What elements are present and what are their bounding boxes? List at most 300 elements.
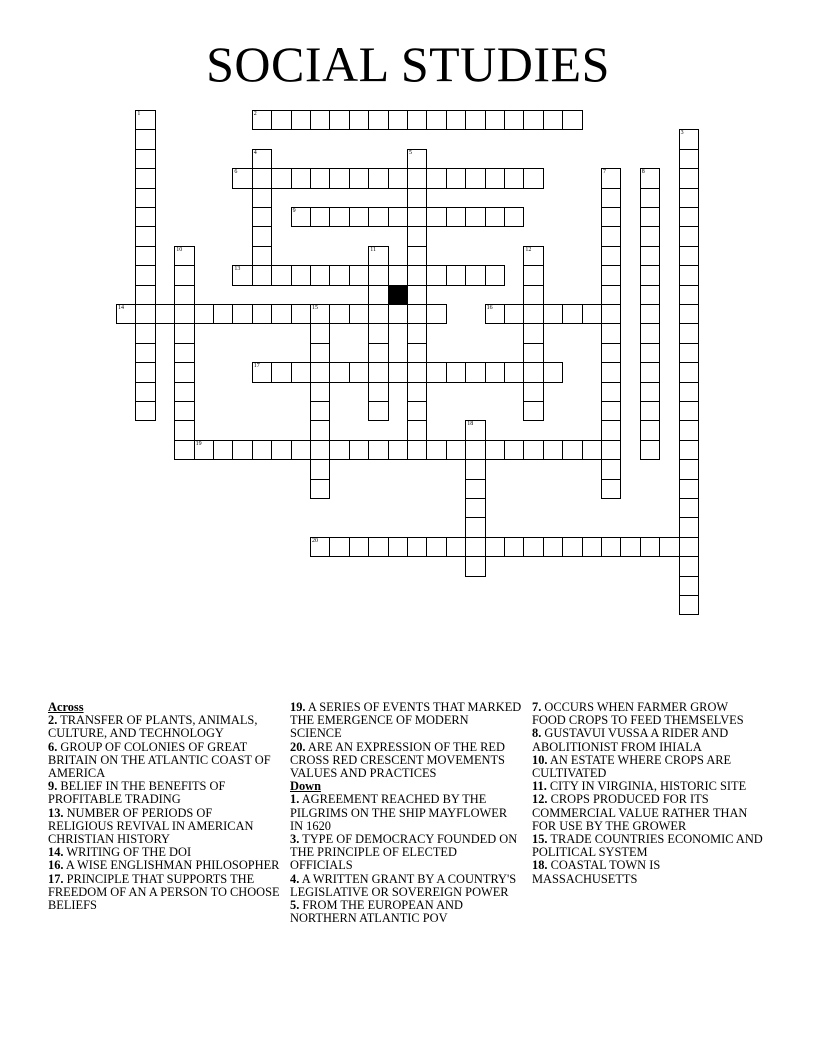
clue-number: 7 xyxy=(603,169,606,176)
grid-cell[interactable] xyxy=(601,323,621,343)
grid-cell[interactable] xyxy=(349,304,369,324)
grid-cell[interactable] xyxy=(601,207,621,227)
grid-cell[interactable] xyxy=(310,207,330,227)
grid-cell[interactable] xyxy=(640,168,660,188)
grid-cell[interactable] xyxy=(601,265,621,285)
grid-cell[interactable] xyxy=(426,168,446,188)
grid-cell[interactable] xyxy=(213,440,233,460)
grid-cell[interactable] xyxy=(252,362,272,382)
grid-cell[interactable] xyxy=(640,420,660,440)
grid-cell[interactable] xyxy=(174,382,194,402)
grid-cell[interactable] xyxy=(679,479,699,499)
grid-cell[interactable] xyxy=(368,323,388,343)
grid-cell[interactable] xyxy=(252,265,272,285)
grid-cell[interactable] xyxy=(582,440,602,460)
grid-cell[interactable] xyxy=(679,576,699,596)
clue-text: GUSTAVUI VUSSA A RIDER AND ABOLITIONIST FROM IHIALA xyxy=(532,726,729,754)
grid-cell[interactable] xyxy=(291,168,311,188)
grid-cell[interactable] xyxy=(407,265,427,285)
grid-cell[interactable] xyxy=(523,285,543,305)
grid-cell[interactable] xyxy=(174,401,194,421)
grid-cell[interactable] xyxy=(407,440,427,460)
grid-cell[interactable] xyxy=(465,207,485,227)
clue-number: 3 xyxy=(680,130,684,137)
grid-cell[interactable] xyxy=(679,343,699,363)
clue-text: TRANSFER OF PLANTS, ANIMALS, CULTURE, AND TECHNOLOGY xyxy=(48,713,258,741)
grid-cell[interactable] xyxy=(465,459,485,479)
grid-cell[interactable] xyxy=(485,265,505,285)
grid-cell[interactable] xyxy=(601,343,621,363)
grid-cell[interactable] xyxy=(504,537,524,557)
grid-cell[interactable] xyxy=(174,246,194,266)
grid-cell[interactable] xyxy=(252,304,272,324)
down-clue xyxy=(290,793,522,833)
grid-cell[interactable] xyxy=(407,537,427,557)
grid-cell[interactable] xyxy=(310,440,330,460)
grid-cell[interactable] xyxy=(601,459,621,479)
grid-cell[interactable] xyxy=(679,285,699,305)
grid-cell[interactable] xyxy=(523,343,543,363)
grid-cell[interactable] xyxy=(388,207,408,227)
grid-cell[interactable] xyxy=(135,285,155,305)
clue-number: 18 xyxy=(467,421,474,428)
grid-cell[interactable] xyxy=(465,440,485,460)
grid-cell[interactable] xyxy=(368,285,388,305)
grid-cell[interactable] xyxy=(465,362,485,382)
down-clue xyxy=(532,701,764,727)
grid-cell[interactable] xyxy=(291,207,311,227)
grid-cell[interactable] xyxy=(601,401,621,421)
grid-cell[interactable] xyxy=(407,168,427,188)
grid-cell[interactable] xyxy=(368,401,388,421)
grid-cell[interactable] xyxy=(252,440,272,460)
grid-cell[interactable] xyxy=(601,168,621,188)
grid-cell[interactable] xyxy=(601,382,621,402)
grid-cell[interactable] xyxy=(679,168,699,188)
grid-cell[interactable] xyxy=(485,440,505,460)
grid-cell[interactable] xyxy=(310,382,330,402)
grid-cell[interactable] xyxy=(640,285,660,305)
grid-cell[interactable] xyxy=(523,401,543,421)
down-clue xyxy=(290,899,522,925)
grid-cell[interactable] xyxy=(368,246,388,266)
grid-cell[interactable] xyxy=(407,149,427,169)
clue-text: PRINCIPLE THAT SUPPORTS THE FREEDOM OF AN A PERSON TO CHOOSE BELIEFS xyxy=(48,871,280,913)
grid-cell[interactable] xyxy=(446,440,466,460)
grid-cell[interactable] xyxy=(679,401,699,421)
grid-cell[interactable] xyxy=(679,537,699,557)
grid-cell[interactable] xyxy=(640,440,660,460)
grid-cell[interactable] xyxy=(679,207,699,227)
grid-cell[interactable] xyxy=(194,304,214,324)
clue-number-label: 1. xyxy=(290,792,300,807)
grid-cell[interactable] xyxy=(465,168,485,188)
clue-number-label: 4. xyxy=(290,871,300,886)
clue-text: CITY IN VIRGINIA, HISTORIC SITE xyxy=(546,779,747,794)
grid-cell[interactable] xyxy=(368,440,388,460)
grid-cell[interactable] xyxy=(388,362,408,382)
clue-text: AGREEMENT REACHED BY THE PILGRIMS ON THE SHIP MAYFLOWER IN 1620 xyxy=(290,792,508,833)
clue-text: GROUP OF COLONIES OF GREAT BRITAIN ON THE ATLANTIC COAST OF AMERICA xyxy=(48,739,271,781)
grid-cell[interactable] xyxy=(310,265,330,285)
grid-cell[interactable] xyxy=(368,168,388,188)
grid-cell[interactable] xyxy=(407,110,427,130)
grid-cell[interactable] xyxy=(679,323,699,343)
grid-cell[interactable] xyxy=(485,207,505,227)
grid-cell[interactable] xyxy=(174,304,194,324)
grid-cell[interactable] xyxy=(485,110,505,130)
down-clue xyxy=(532,727,764,753)
grid-cell[interactable] xyxy=(310,459,330,479)
grid-cell[interactable] xyxy=(426,110,446,130)
grid-cell[interactable] xyxy=(407,323,427,343)
grid-cell[interactable] xyxy=(407,226,427,246)
clue-number-label: 2. xyxy=(48,713,58,728)
grid-cell[interactable] xyxy=(679,440,699,460)
grid-cell[interactable] xyxy=(407,401,427,421)
grid-cell[interactable] xyxy=(310,537,330,557)
clue-number-label: 5. xyxy=(290,898,300,913)
grid-cell[interactable] xyxy=(485,304,505,324)
grid-cell[interactable] xyxy=(426,304,446,324)
grid-cell[interactable] xyxy=(174,265,194,285)
grid-cell[interactable] xyxy=(543,304,563,324)
grid-cell[interactable] xyxy=(135,246,155,266)
grid-cell[interactable] xyxy=(271,440,291,460)
grid-cell[interactable] xyxy=(601,479,621,499)
clue-text: NUMBER OF PERIODS OF RELIGIOUS REVIVAL IN AMERICAN CHRISTIAN HISTORY xyxy=(48,805,254,847)
grid-cell[interactable] xyxy=(523,382,543,402)
grid-cell[interactable] xyxy=(426,207,446,227)
grid-cell[interactable] xyxy=(640,537,660,557)
grid-cell[interactable] xyxy=(426,362,446,382)
grid-cell[interactable] xyxy=(271,265,291,285)
grid-cell[interactable] xyxy=(523,110,543,130)
grid-cell[interactable] xyxy=(310,343,330,363)
grid-cell[interactable] xyxy=(194,440,214,460)
grid-cell[interactable] xyxy=(465,537,485,557)
grid-cell[interactable] xyxy=(679,226,699,246)
grid-cell[interactable] xyxy=(465,265,485,285)
grid-cell[interactable] xyxy=(601,188,621,208)
grid-cell[interactable] xyxy=(291,265,311,285)
grid-cell[interactable] xyxy=(465,498,485,518)
grid-cell[interactable] xyxy=(407,304,427,324)
grid-cell[interactable] xyxy=(368,362,388,382)
grid-cell[interactable] xyxy=(523,362,543,382)
grid-cell[interactable] xyxy=(523,168,543,188)
clues-column-1 xyxy=(48,701,280,912)
blocked-cell xyxy=(388,285,408,305)
grid-cell[interactable] xyxy=(407,420,427,440)
down-clue xyxy=(532,833,764,859)
grid-cell[interactable] xyxy=(601,440,621,460)
grid-cell[interactable] xyxy=(407,382,427,402)
clue-text: WRITING OF THE DOI xyxy=(63,845,192,860)
grid-cell[interactable] xyxy=(155,304,175,324)
clue-number-label: 14. xyxy=(48,845,64,860)
grid-cell[interactable] xyxy=(252,246,272,266)
grid-cell[interactable] xyxy=(135,343,155,363)
grid-cell[interactable] xyxy=(640,226,660,246)
grid-cell[interactable] xyxy=(679,556,699,576)
grid-cell[interactable] xyxy=(679,265,699,285)
grid-cell[interactable] xyxy=(310,304,330,324)
grid-cell[interactable] xyxy=(679,382,699,402)
grid-cell[interactable] xyxy=(543,362,563,382)
grid-cell[interactable] xyxy=(174,362,194,382)
grid-cell[interactable] xyxy=(232,440,252,460)
grid-cell[interactable] xyxy=(349,265,369,285)
grid-cell[interactable] xyxy=(135,382,155,402)
grid-cell[interactable] xyxy=(329,362,349,382)
grid-cell[interactable] xyxy=(349,537,369,557)
grid-cell[interactable] xyxy=(135,149,155,169)
grid-cell[interactable] xyxy=(329,168,349,188)
grid-cell[interactable] xyxy=(562,110,582,130)
grid-cell[interactable] xyxy=(601,362,621,382)
clue-text: CROPS PRODUCED FOR ITS COMMERCIAL VALUE RATHER THAN FOR USE BY THE GROWER xyxy=(532,792,748,833)
grid-cell[interactable] xyxy=(310,362,330,382)
grid-cell[interactable] xyxy=(388,304,408,324)
grid-cell[interactable] xyxy=(329,537,349,557)
grid-cell[interactable] xyxy=(640,246,660,266)
clue-number: 6 xyxy=(234,169,238,176)
clue-text: AN ESTATE WHERE CROPS ARE CULTIVATED xyxy=(532,752,732,781)
grid-cell[interactable] xyxy=(135,401,155,421)
grid-cell[interactable] xyxy=(135,188,155,208)
grid-cell[interactable] xyxy=(329,207,349,227)
grid-cell[interactable] xyxy=(504,440,524,460)
grid-cell[interactable] xyxy=(349,207,369,227)
grid-cell[interactable] xyxy=(310,323,330,343)
grid-cell[interactable] xyxy=(485,362,505,382)
grid-cell[interactable] xyxy=(252,207,272,227)
grid-cell[interactable] xyxy=(368,343,388,363)
grid-cell[interactable] xyxy=(135,362,155,382)
grid-cell[interactable] xyxy=(368,207,388,227)
clue-text: BELIEF IN THE BENEFITS OF PROFITABLE TRADING xyxy=(48,779,226,807)
grid-cell[interactable] xyxy=(310,420,330,440)
grid-cell[interactable] xyxy=(543,110,563,130)
grid-cell[interactable] xyxy=(523,323,543,343)
grid-cell[interactable] xyxy=(213,304,233,324)
grid-cell[interactable] xyxy=(504,362,524,382)
grid-cell[interactable] xyxy=(135,110,155,130)
grid-cell[interactable] xyxy=(135,323,155,343)
grid-cell[interactable] xyxy=(659,537,679,557)
grid-cell[interactable] xyxy=(271,362,291,382)
grid-cell[interactable] xyxy=(465,556,485,576)
grid-cell[interactable] xyxy=(310,479,330,499)
grid-cell[interactable] xyxy=(679,246,699,266)
grid-cell[interactable] xyxy=(232,265,252,285)
down-heading: Down xyxy=(290,779,321,794)
grid-cell[interactable] xyxy=(465,420,485,440)
grid-cell[interactable] xyxy=(388,168,408,188)
grid-cell[interactable] xyxy=(407,246,427,266)
grid-cell[interactable] xyxy=(174,420,194,440)
grid-cell[interactable] xyxy=(349,440,369,460)
grid-cell[interactable] xyxy=(679,517,699,537)
grid-cell[interactable] xyxy=(640,207,660,227)
grid-cell[interactable] xyxy=(407,343,427,363)
grid-cell[interactable] xyxy=(465,517,485,537)
grid-cell[interactable] xyxy=(407,362,427,382)
grid-cell[interactable] xyxy=(329,440,349,460)
clues-column-2 xyxy=(290,701,522,925)
grid-cell[interactable] xyxy=(174,323,194,343)
grid-cell[interactable] xyxy=(679,459,699,479)
grid-cell[interactable] xyxy=(388,110,408,130)
grid-cell[interactable] xyxy=(640,188,660,208)
grid-cell[interactable] xyxy=(232,304,252,324)
grid-cell[interactable] xyxy=(310,110,330,130)
grid-cell[interactable] xyxy=(601,226,621,246)
grid-cell[interactable] xyxy=(271,110,291,130)
grid-cell[interactable] xyxy=(523,246,543,266)
grid-cell[interactable] xyxy=(640,343,660,363)
grid-cell[interactable] xyxy=(271,304,291,324)
grid-cell[interactable] xyxy=(174,440,194,460)
grid-cell[interactable] xyxy=(291,362,311,382)
grid-cell[interactable] xyxy=(116,304,136,324)
grid-cell[interactable] xyxy=(232,168,252,188)
grid-cell[interactable] xyxy=(388,265,408,285)
grid-cell[interactable] xyxy=(679,149,699,169)
grid-cell[interactable] xyxy=(407,188,427,208)
grid-cell[interactable] xyxy=(465,479,485,499)
grid-cell[interactable] xyxy=(135,129,155,149)
grid-cell[interactable] xyxy=(679,420,699,440)
grid-cell[interactable] xyxy=(291,304,311,324)
grid-cell[interactable] xyxy=(349,168,369,188)
grid-cell[interactable] xyxy=(562,304,582,324)
grid-cell[interactable] xyxy=(174,285,194,305)
grid-cell[interactable] xyxy=(271,168,291,188)
grid-cell[interactable] xyxy=(252,168,272,188)
grid-cell[interactable] xyxy=(135,265,155,285)
grid-cell[interactable] xyxy=(679,595,699,615)
grid-cell[interactable] xyxy=(504,168,524,188)
grid-cell[interactable] xyxy=(426,265,446,285)
clue-text: TRADE COUNTRIES ECONOMIC AND POLITICAL SYSTEM xyxy=(532,832,763,860)
grid-cell[interactable] xyxy=(504,304,524,324)
grid-cell[interactable] xyxy=(504,110,524,130)
grid-cell[interactable] xyxy=(601,285,621,305)
grid-cell[interactable] xyxy=(446,110,466,130)
grid-cell[interactable] xyxy=(485,537,505,557)
grid-cell[interactable] xyxy=(465,110,485,130)
grid-cell[interactable] xyxy=(310,168,330,188)
grid-cell[interactable] xyxy=(679,129,699,149)
clue-text: A WISE ENGLISHMAN PHILOSOPHER xyxy=(63,858,280,873)
clue-number-label: 6. xyxy=(48,739,58,754)
grid-cell[interactable] xyxy=(679,498,699,518)
grid-cell[interactable] xyxy=(582,537,602,557)
grid-cell[interactable] xyxy=(523,440,543,460)
clue-number-label: 20. xyxy=(290,739,306,754)
grid-cell[interactable] xyxy=(446,207,466,227)
grid-cell[interactable] xyxy=(640,382,660,402)
grid-cell[interactable] xyxy=(640,265,660,285)
page-title: SOCIAL STUDIES xyxy=(206,36,610,92)
grid-cell[interactable] xyxy=(349,362,369,382)
grid-cell[interactable] xyxy=(523,537,543,557)
grid-cell[interactable] xyxy=(329,304,349,324)
grid-cell[interactable] xyxy=(426,440,446,460)
grid-cell[interactable] xyxy=(135,168,155,188)
grid-cell[interactable] xyxy=(543,440,563,460)
grid-cell[interactable] xyxy=(368,382,388,402)
grid-cell[interactable] xyxy=(620,537,640,557)
grid-cell[interactable] xyxy=(174,343,194,363)
grid-cell[interactable] xyxy=(523,265,543,285)
grid-cell[interactable] xyxy=(252,226,272,246)
grid-cell[interactable] xyxy=(562,537,582,557)
grid-cell[interactable] xyxy=(310,401,330,421)
grid-cell[interactable] xyxy=(252,149,272,169)
grid-cell[interactable] xyxy=(640,362,660,382)
grid-cell[interactable] xyxy=(407,207,427,227)
clue-number: 10 xyxy=(176,246,183,253)
across-clue xyxy=(48,741,280,781)
grid-cell[interactable] xyxy=(562,440,582,460)
clue-number-label: 13. xyxy=(48,805,64,820)
grid-cell[interactable] xyxy=(368,537,388,557)
grid-cell[interactable] xyxy=(601,420,621,440)
grid-cell[interactable] xyxy=(252,188,272,208)
grid-cell[interactable] xyxy=(329,110,349,130)
grid-cell[interactable] xyxy=(504,207,524,227)
grid-cell[interactable] xyxy=(388,537,408,557)
grid-cell[interactable] xyxy=(679,304,699,324)
grid-cell[interactable] xyxy=(640,304,660,324)
grid-cell[interactable] xyxy=(368,304,388,324)
grid-cell[interactable] xyxy=(135,304,155,324)
grid-cell[interactable] xyxy=(679,362,699,382)
grid-cell[interactable] xyxy=(523,304,543,324)
grid-cell[interactable] xyxy=(368,265,388,285)
grid-cell[interactable] xyxy=(446,362,466,382)
grid-cell[interactable] xyxy=(446,168,466,188)
grid-cell[interactable] xyxy=(388,440,408,460)
grid-cell[interactable] xyxy=(407,285,427,305)
grid-cell[interactable] xyxy=(485,168,505,188)
grid-cell[interactable] xyxy=(135,207,155,227)
grid-cell[interactable] xyxy=(446,265,466,285)
grid-cell[interactable] xyxy=(679,188,699,208)
grid-cell[interactable] xyxy=(291,440,311,460)
grid-cell[interactable] xyxy=(640,401,660,421)
grid-cell[interactable] xyxy=(601,304,621,324)
grid-cell[interactable] xyxy=(135,226,155,246)
grid-cell[interactable] xyxy=(582,304,602,324)
grid-cell[interactable] xyxy=(446,537,466,557)
grid-cell[interactable] xyxy=(329,265,349,285)
grid-cell[interactable] xyxy=(543,537,563,557)
clue-number-label: 19. xyxy=(290,700,306,714)
grid-cell[interactable] xyxy=(349,110,369,130)
grid-cell[interactable] xyxy=(640,323,660,343)
grid-cell[interactable] xyxy=(601,246,621,266)
grid-cell[interactable] xyxy=(291,110,311,130)
grid-cell[interactable] xyxy=(426,537,446,557)
grid-cell[interactable] xyxy=(252,110,272,130)
clue-number-label: 12. xyxy=(532,792,548,807)
grid-cell[interactable] xyxy=(368,110,388,130)
grid-cell[interactable] xyxy=(601,537,621,557)
